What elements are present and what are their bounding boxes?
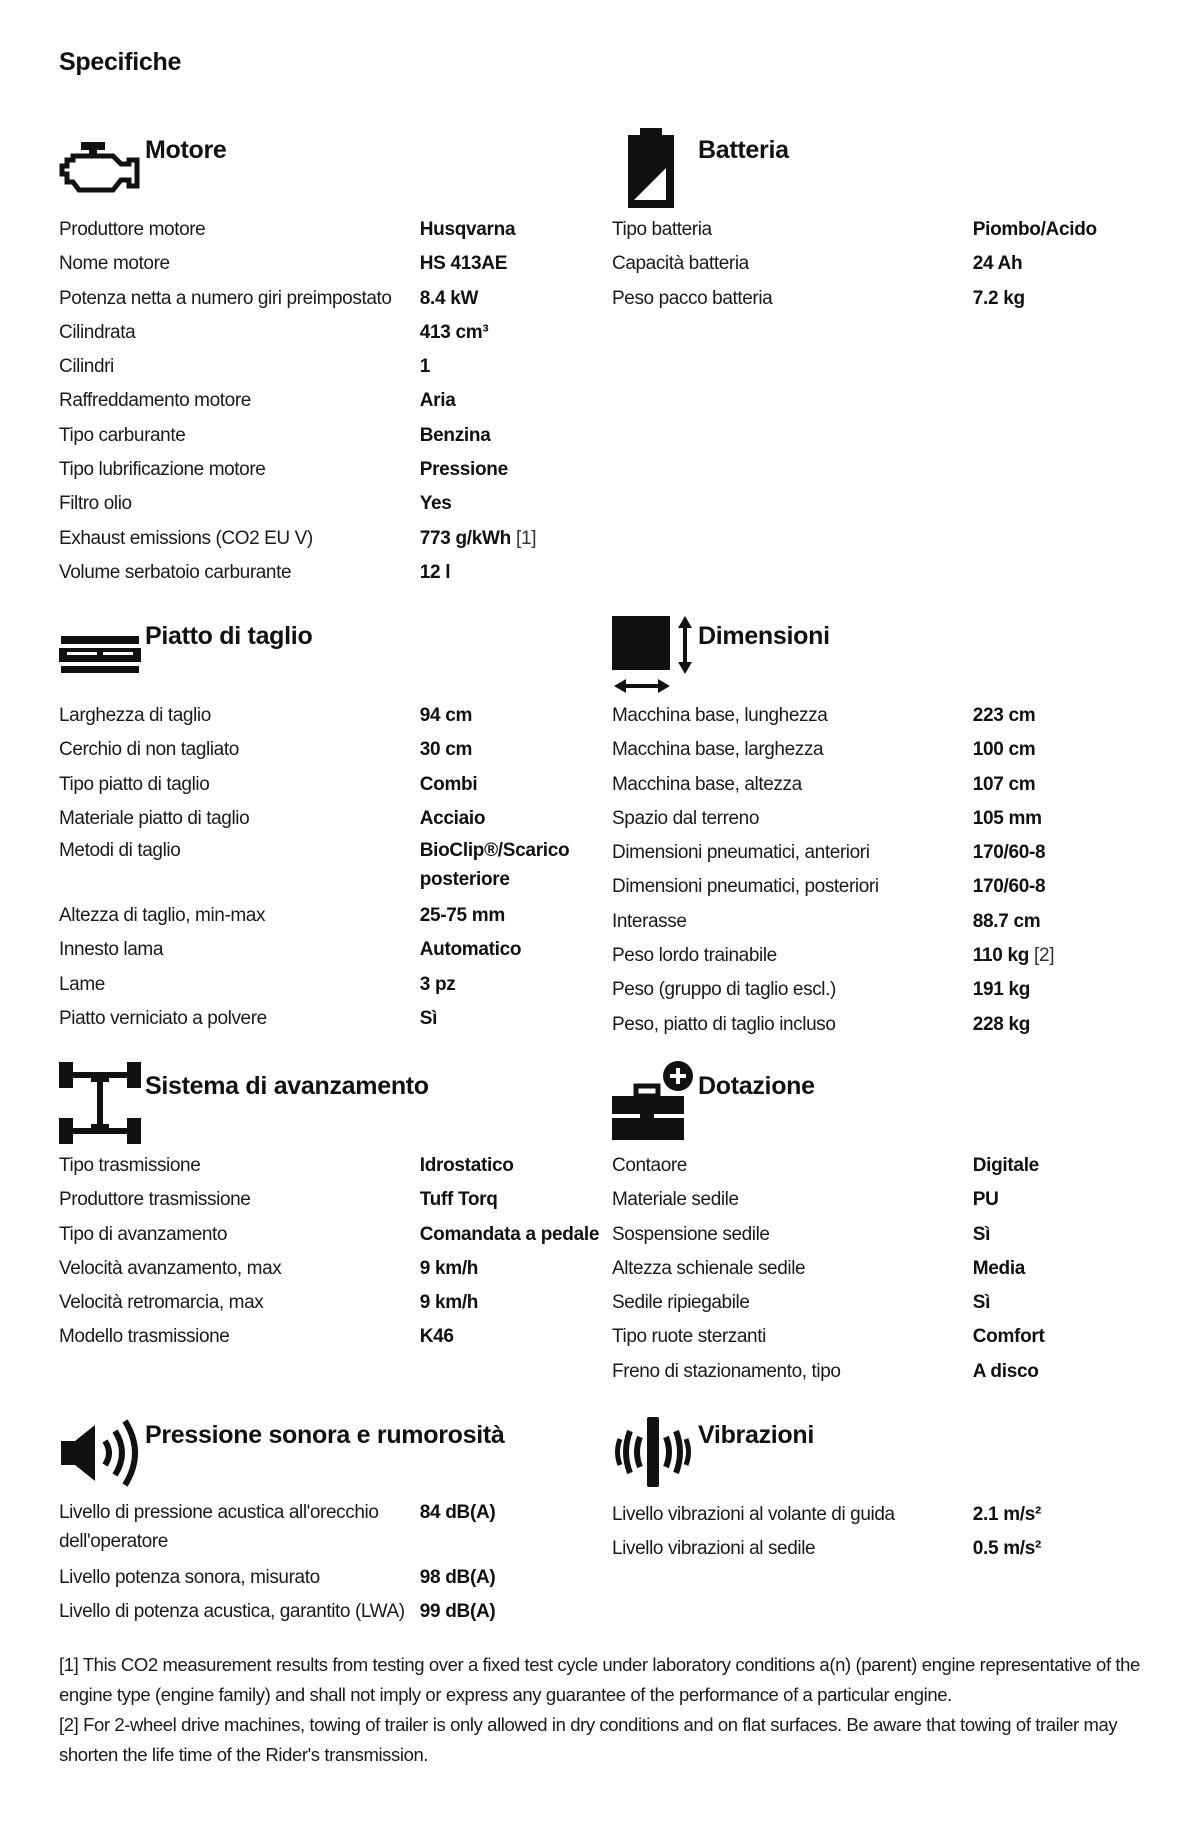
- spec-value: [420, 1320, 619, 1354]
- spec-label: Cerchio di non tagliato: [59, 739, 239, 761]
- spec-row: [612, 939, 1172, 973]
- spec-row: [612, 1355, 1172, 1389]
- spec-label: Velocità retromarcia, max: [59, 1292, 264, 1314]
- spec-value-text: Combi: [419, 773, 478, 795]
- spec-value: [973, 768, 1172, 802]
- spec-value-text: 223 cm: [972, 705, 1036, 726]
- spec-label: Tipo batteria: [612, 219, 712, 240]
- section-dimensioni: [612, 604, 1172, 1035]
- spec-row: [59, 556, 619, 590]
- spec-value-text: 99 dB(A): [419, 1601, 496, 1623]
- spec-label: Livello vibrazioni al sedile: [612, 1538, 816, 1560]
- spec-value-text: Automatico: [419, 939, 522, 961]
- footnote-ref: [2]: [1034, 945, 1055, 967]
- spec-value: [420, 487, 619, 521]
- spec-row: [59, 968, 619, 1002]
- spec-label: Macchina base, lunghezza: [612, 705, 828, 726]
- spec-value: [420, 1218, 619, 1252]
- spec-row: [612, 1252, 1172, 1286]
- spec-value-text: Benzina: [419, 424, 491, 446]
- spec-row: [59, 699, 619, 733]
- spec-value: [973, 247, 1172, 281]
- cutting-deck-icon: [59, 634, 141, 674]
- spec-row: [59, 1286, 619, 1320]
- spec-value-text: 170/60-8: [972, 842, 1046, 864]
- spec-value-text: 110 kg: [972, 945, 1030, 967]
- spec-value: [420, 1149, 619, 1183]
- spec-value-text: 12 l: [419, 561, 451, 583]
- section-title: Pressione sonora e rumorosità: [145, 1421, 505, 1449]
- spec-table: [612, 1498, 1172, 1567]
- spec-value-text: HS 413AE: [419, 253, 508, 275]
- spec-row: [59, 453, 619, 487]
- spec-value-text: 228 kg: [972, 1013, 1031, 1035]
- spec-label: Produttore trasmissione: [59, 1189, 251, 1211]
- spec-row: [612, 1532, 1172, 1566]
- section-motore: [59, 118, 619, 583]
- section-title: Piatto di taglio: [145, 622, 313, 650]
- spec-label: Dimensioni pneumatici, anteriori: [612, 842, 870, 864]
- spec-label: Livello potenza sonora, misurato: [59, 1567, 320, 1588]
- spec-value-text: 773 g/kWh: [419, 527, 511, 549]
- spec-label: Macchina base, larghezza: [612, 739, 824, 761]
- spec-value-text: 25-75 mm: [419, 905, 505, 927]
- spec-value: [973, 905, 1172, 939]
- spec-label: Macchina base, altezza: [612, 773, 802, 795]
- spec-value-text: 170/60-8: [972, 876, 1046, 898]
- spec-value-text: Acciaio: [419, 807, 486, 829]
- spec-value: [420, 699, 619, 733]
- spec-row: [612, 1008, 1172, 1042]
- spec-label: Innesto lama: [59, 939, 163, 961]
- spec-label: Raffreddamento motore: [59, 390, 251, 412]
- spec-value: [420, 1595, 619, 1629]
- footnote-ref: [1]: [515, 527, 537, 549]
- spec-row: [612, 213, 1172, 247]
- spec-row: [612, 1498, 1172, 1532]
- spec-value: [973, 699, 1172, 733]
- spec-label: Sedile ripiegabile: [612, 1292, 750, 1314]
- spec-value-text: PU: [972, 1189, 999, 1211]
- spec-value-text: 1: [419, 356, 430, 378]
- spec-value-text: 191 kg: [972, 979, 1031, 1001]
- spec-label: Materiale sedile: [612, 1189, 739, 1211]
- spec-row: [612, 973, 1172, 1007]
- spec-row: [59, 213, 619, 247]
- spec-row: [59, 1595, 619, 1629]
- spec-value: [973, 1008, 1172, 1042]
- spec-value-text: 3 pz: [419, 973, 456, 995]
- spec-row: [59, 316, 619, 350]
- section-pressione: [59, 1403, 619, 1623]
- spec-value-text: Comandata a pedale: [419, 1223, 600, 1245]
- spec-row: [59, 487, 619, 521]
- spec-row: [59, 350, 619, 384]
- spec-value-text: 100 cm: [972, 739, 1036, 761]
- spec-value-text: 98 dB(A): [419, 1567, 496, 1588]
- spec-label: Sospensione sedile: [612, 1223, 770, 1245]
- spec-value: [420, 316, 619, 350]
- spec-row: [59, 768, 619, 802]
- spec-value: [420, 836, 619, 899]
- spec-value: [420, 1252, 619, 1286]
- spec-value: [420, 733, 619, 767]
- spec-value-text: 0.5 m/s²: [972, 1538, 1042, 1560]
- spec-row: [612, 247, 1172, 281]
- spec-row: [612, 836, 1172, 870]
- spec-value: [420, 1286, 619, 1320]
- spec-row: [59, 247, 619, 281]
- spec-table: [612, 213, 1172, 316]
- spec-value: [973, 1355, 1172, 1389]
- spec-value-text: Idrostatico: [419, 1155, 514, 1176]
- dimensions-icon: [612, 616, 696, 694]
- section-dotazione: [612, 1054, 1172, 1382]
- spec-value-text: 107 cm: [972, 773, 1036, 795]
- spec-row: [59, 733, 619, 767]
- spec-label: Tipo trasmissione: [59, 1155, 201, 1176]
- spec-row: [612, 699, 1172, 733]
- spec-label: Contaore: [612, 1155, 687, 1176]
- spec-label: Tipo piatto di taglio: [59, 773, 210, 795]
- spec-label: Freno di stazionamento, tipo: [612, 1360, 841, 1382]
- spec-value-text: Piombo/Acido: [972, 219, 1097, 240]
- section-avanzamento: [59, 1054, 619, 1348]
- spec-value: [973, 973, 1172, 1007]
- spec-value-text: 9 km/h: [419, 1257, 479, 1279]
- spec-value: [973, 733, 1172, 767]
- spec-value: [420, 522, 619, 556]
- spec-label: Livello di potenza acustica, garantito (LWA): [59, 1601, 405, 1623]
- spec-value: [973, 213, 1172, 247]
- spec-row: [59, 1183, 619, 1217]
- spec-row: [612, 1218, 1172, 1252]
- spec-value: [973, 1183, 1172, 1217]
- spec-row: [612, 870, 1172, 904]
- spec-label: Piatto verniciato a polvere: [59, 1008, 267, 1030]
- spec-label: Filtro olio: [59, 493, 132, 515]
- spec-row: [59, 1149, 619, 1183]
- spec-label: Peso lordo trainabile: [612, 945, 777, 967]
- spec-value-text: Sì: [972, 1223, 991, 1245]
- spec-label: Livello vibrazioni al volante di guida: [612, 1504, 895, 1525]
- spec-value: [973, 1252, 1172, 1286]
- spec-value: [973, 1498, 1172, 1532]
- spec-row: [612, 802, 1172, 836]
- spec-label: Dimensioni pneumatici, posteriori: [612, 876, 879, 898]
- spec-label: Lame: [59, 973, 105, 995]
- spec-value: [973, 802, 1172, 836]
- spec-row: [612, 1286, 1172, 1320]
- spec-value: [420, 384, 619, 418]
- spec-label: Exhaust emissions (CO2 EU V): [59, 527, 313, 549]
- spec-row: [59, 933, 619, 967]
- spec-label: Peso, piatto di taglio incluso: [612, 1013, 836, 1035]
- spec-value: [420, 768, 619, 802]
- spec-value-text: 94 cm: [419, 705, 473, 726]
- spec-value-text: K46: [419, 1326, 454, 1348]
- spec-row: [59, 802, 619, 836]
- spec-value-text: Aria: [419, 390, 456, 412]
- spec-label: Materiale piatto di taglio: [59, 807, 250, 829]
- vibration-icon: [612, 1417, 694, 1487]
- spec-value: [420, 899, 619, 933]
- spec-value-text: 24 Ah: [972, 253, 1023, 275]
- spec-label: Interasse: [612, 910, 687, 932]
- spec-value-text: 9 km/h: [419, 1292, 479, 1314]
- spec-label: Capacità batteria: [612, 253, 749, 275]
- spec-row: [59, 1002, 619, 1036]
- spec-row: [612, 768, 1172, 802]
- spec-value-text: A disco: [972, 1360, 1039, 1382]
- spec-value-text: Media: [972, 1257, 1026, 1279]
- spec-row: [612, 905, 1172, 939]
- spec-table: [612, 1149, 1172, 1389]
- spec-row: [59, 522, 619, 556]
- spec-value-text: 84 dB(A): [419, 1502, 496, 1523]
- spec-label: Tipo lubrificazione motore: [59, 459, 266, 481]
- spec-label: Produttore motore: [59, 219, 206, 240]
- spec-value: [420, 933, 619, 967]
- spec-label: Peso pacco batteria: [612, 287, 773, 309]
- spec-value: [973, 836, 1172, 870]
- page-title: Specifiche: [59, 48, 182, 76]
- spec-value: [420, 247, 619, 281]
- spec-label: Peso (gruppo di taglio escl.): [612, 979, 836, 1001]
- spec-table: [59, 1149, 619, 1355]
- spec-label: Metodi di taglio: [59, 840, 181, 862]
- spec-table: [59, 699, 619, 1036]
- spec-value: [420, 350, 619, 384]
- spec-table: [59, 1498, 619, 1630]
- spec-value-text: BioClip®/Scarico posteriore: [419, 840, 570, 891]
- spec-value: [420, 1561, 619, 1595]
- spec-row: [59, 899, 619, 933]
- section-piatto: [59, 604, 619, 1030]
- spec-value: [420, 1498, 619, 1532]
- spec-label: Livello di pressione acustica all'orecchio dell'operatore: [59, 1502, 379, 1552]
- section-title: Sistema di avanzamento: [145, 1072, 429, 1100]
- spec-row: [59, 1561, 619, 1595]
- spec-row: [59, 1498, 619, 1561]
- spec-value-text: 88.7 cm: [972, 910, 1041, 932]
- spec-value: [420, 1002, 619, 1036]
- spec-row: [612, 1320, 1172, 1354]
- spec-label: Tipo carburante: [59, 424, 186, 446]
- spec-value-text: 413 cm³: [419, 321, 489, 343]
- spec-value-text: 105 mm: [972, 807, 1042, 829]
- spec-table: [59, 213, 619, 590]
- spec-value-text: Sì: [972, 1292, 991, 1314]
- toolbox-plus-icon: [612, 1060, 696, 1142]
- spec-row: [59, 1252, 619, 1286]
- spec-value-text: 2.1 m/s²: [972, 1504, 1042, 1525]
- section-batteria: [612, 118, 1172, 309]
- spec-value: [420, 802, 619, 836]
- spec-value-text: Digitale: [972, 1155, 1039, 1176]
- spec-value: [973, 1149, 1172, 1183]
- spec-value: [973, 1218, 1172, 1252]
- footnotes: [59, 1650, 1159, 1770]
- spec-label: Altezza schienale sedile: [612, 1257, 806, 1279]
- spec-label: Tipo ruote sterzanti: [612, 1326, 766, 1348]
- spec-value-text: 7.2 kg: [972, 287, 1025, 309]
- spec-row: [59, 1320, 619, 1354]
- spec-label: Nome motore: [59, 253, 170, 275]
- section-vibrazioni: [612, 1403, 1172, 1560]
- spec-value: [973, 870, 1172, 904]
- spec-row: [59, 419, 619, 453]
- spec-row: [59, 282, 619, 316]
- spec-value: [420, 556, 619, 590]
- spec-value: [420, 1183, 619, 1217]
- spec-row: [612, 1149, 1172, 1183]
- spec-label: Velocità avanzamento, max: [59, 1257, 282, 1279]
- drivetrain-icon: [59, 1062, 141, 1144]
- spec-value: [973, 1320, 1172, 1354]
- spec-label: Altezza di taglio, min-max: [59, 905, 266, 927]
- spec-label: Modello trasmissione: [59, 1326, 230, 1348]
- spec-label: Spazio dal terreno: [612, 807, 760, 829]
- footnote-2: [2] For 2-wheel drive machines, towing of trailer is only allowed in dry conditions and on flat surfaces. Be aware that towing of trailer may shorten the life time of the Rider's transmission.: [59, 1714, 1118, 1765]
- section-title: Motore: [145, 136, 227, 164]
- section-title: Dotazione: [698, 1072, 815, 1100]
- spec-value: [973, 1286, 1172, 1320]
- spec-value: [973, 282, 1172, 316]
- section-title: Vibrazioni: [698, 1421, 815, 1449]
- spec-label: Cilindri: [59, 356, 114, 378]
- spec-value: [420, 453, 619, 487]
- spec-value-text: Pressione: [419, 459, 508, 481]
- spec-value-text: Tuff Torq: [419, 1189, 498, 1211]
- spec-value: [973, 939, 1172, 973]
- spec-value-text: Comfort: [972, 1326, 1045, 1348]
- spec-row: [612, 733, 1172, 767]
- spec-row: [59, 836, 619, 899]
- section-title: Dimensioni: [698, 622, 830, 650]
- spec-value-text: 30 cm: [419, 739, 473, 761]
- spec-value: [420, 968, 619, 1002]
- spec-row: [612, 282, 1172, 316]
- battery-icon: [626, 128, 676, 210]
- spec-label: Larghezza di taglio: [59, 705, 211, 726]
- spec-label: Potenza netta a numero giri preimpostato: [59, 287, 392, 309]
- spec-value: [973, 1532, 1172, 1566]
- spec-table: [612, 699, 1172, 1042]
- spec-label: Cilindrata: [59, 321, 136, 343]
- spec-value-text: 8.4 kW: [419, 287, 479, 309]
- speaker-icon: [59, 1417, 141, 1489]
- spec-row: [612, 1183, 1172, 1217]
- spec-value: [420, 213, 619, 247]
- spec-value: [420, 282, 619, 316]
- spec-row: [59, 1218, 619, 1252]
- spec-label: Tipo di avanzamento: [59, 1223, 228, 1245]
- section-title: Batteria: [698, 136, 789, 164]
- spec-value-text: Sì: [419, 1008, 438, 1030]
- spec-row: [59, 384, 619, 418]
- spec-value: [420, 419, 619, 453]
- footnote-1: [1] This CO2 measurement results from testing over a fixed test cycle under laboratory conditions a(n) (parent) engine representative of the engine type (engine family) and shall not imply or express any guarantee of the performance of a particular engine.: [59, 1654, 1140, 1705]
- spec-value-text: Husqvarna: [419, 219, 516, 240]
- engine-icon: [59, 140, 141, 196]
- spec-label: Volume serbatoio carburante: [59, 561, 292, 583]
- spec-value-text: Yes: [419, 493, 452, 515]
